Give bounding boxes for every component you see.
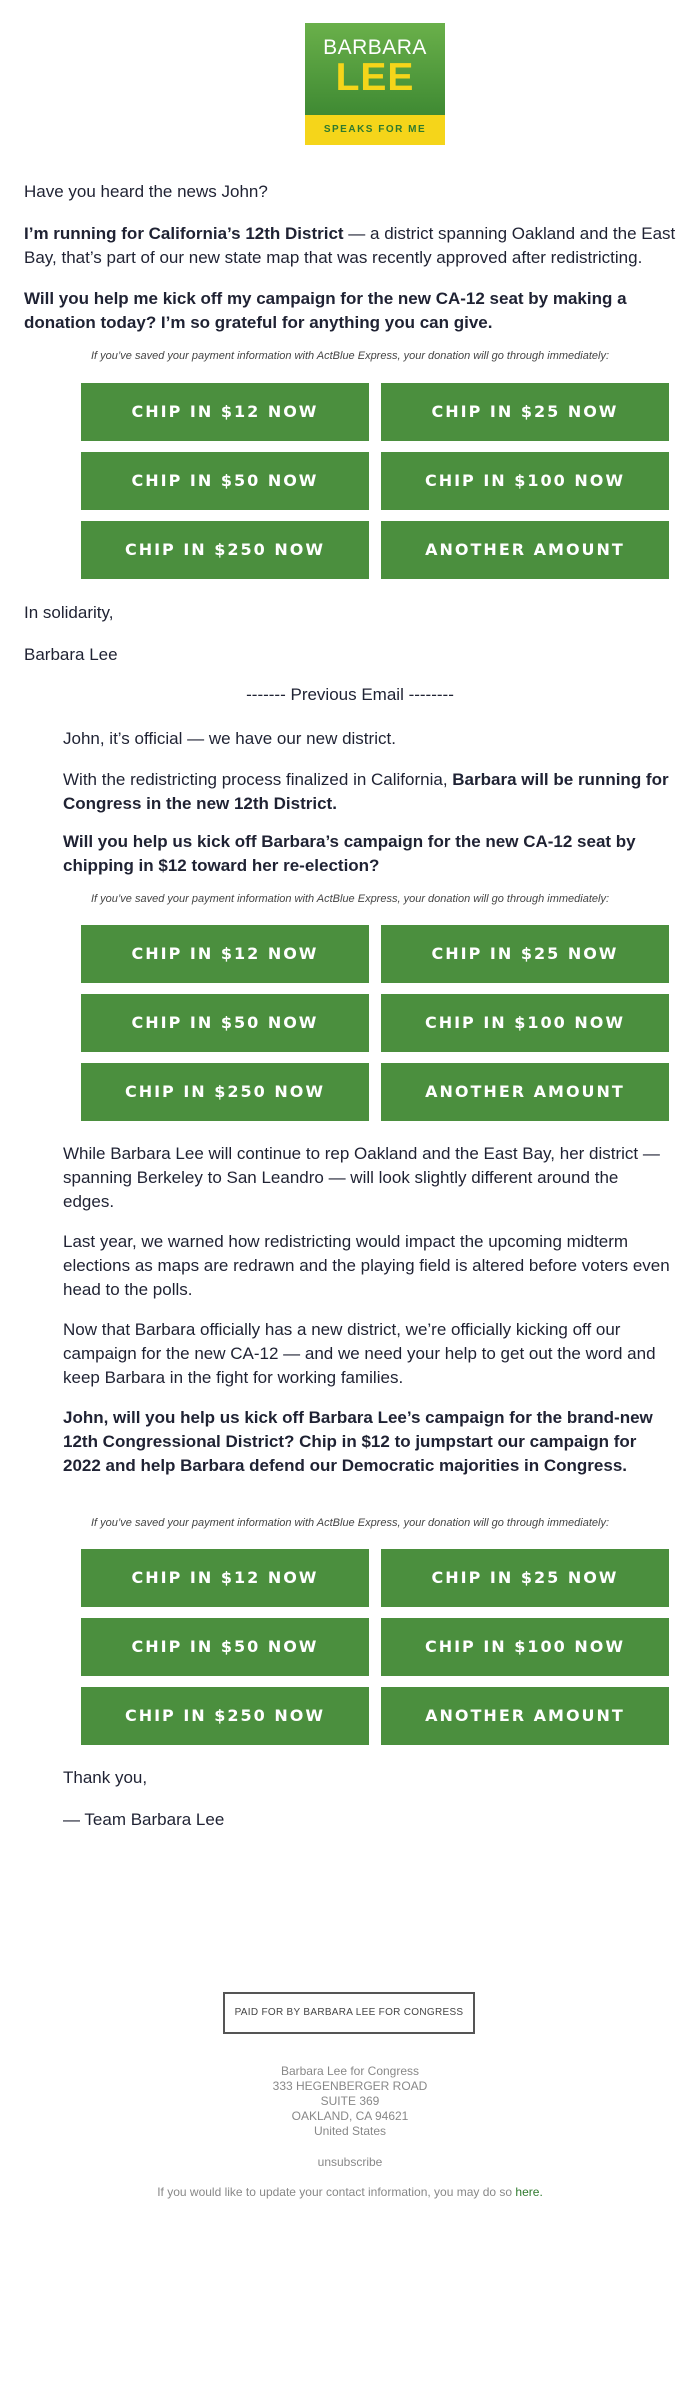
signoff-name: Barbara Lee [24,645,118,664]
prev-paragraph-2 [63,768,673,816]
intro-district-rest: — a district spanning Oakland and the East Bay, that’s part of our new state map that was recently approved after redistricting. [24,224,676,267]
footer-org: Barbara Lee for Congress [280,2064,420,2078]
logo-name-block [305,23,445,115]
footer-country: United States [313,2124,387,2138]
chip-in-12-button[interactable]: CHIP IN $12 NOW [81,925,369,983]
update-contact-line [0,2185,700,2200]
previous-email-separator: ------- Previous Email -------- [246,685,454,704]
chip-in-250-button[interactable]: CHIP IN $250 NOW [81,1063,369,1121]
chip-in-50-button[interactable]: CHIP IN $50 NOW [81,994,369,1052]
prev-paragraph-7: John, will you help us kick off Barbara Lee’s campaign for the brand-new 12th Congressional District? Chip in $12 to jumpstart our campaign for 2022 and help Barbara defend our Democratic majorities in Congress. [63,1408,653,1475]
prev-p2-plain: With the redistricting process finalized in California, [63,770,453,789]
actblue-notice: If you’ve saved your payment information with ActBlue Express, your donation will go through immediately: [90,350,610,362]
chip-in-50-button[interactable]: CHIP IN $50 NOW [81,452,369,510]
campaign-logo [305,23,445,145]
another-amount-button[interactable]: ANOTHER AMOUNT [381,1063,669,1121]
prev-paragraph-6: Now that Barbara officially has a new district, we’re officially kicking off our campaign for the new CA-12 — and we need your help to get out the word and keep Barbara in the fight for working families. [63,1320,656,1387]
footer-city: OAKLAND, CA 94621 [291,2109,409,2123]
chip-in-25-button[interactable]: CHIP IN $25 NOW [381,925,669,983]
prev-ask: Will you help us kick off Barbara’s campaign for the new CA-12 seat by chipping in $12 toward her re-election? [63,832,636,875]
another-amount-button[interactable]: ANOTHER AMOUNT [381,1687,669,1745]
logo-tagline: SPEAKS FOR ME [305,115,445,145]
chip-in-100-button[interactable]: CHIP IN $100 NOW [381,1618,669,1676]
prev-team-signature: — Team Barbara Lee [63,1810,225,1829]
chip-in-25-button[interactable]: CHIP IN $25 NOW [381,1549,669,1607]
footer-suite: SUITE 369 [320,2094,380,2108]
chip-in-250-button[interactable]: CHIP IN $250 NOW [81,521,369,579]
chip-in-25-button[interactable]: CHIP IN $25 NOW [381,383,669,441]
update-contact-text: If you would like to update your contact information, you may do so [157,2185,516,2199]
prev-p2-bold: Barbara will be running for Congress in the new 12th District. [63,770,669,813]
actblue-notice-2: If you’ve saved your payment information with ActBlue Express, your donation will go through immediately: [90,893,610,905]
prev-paragraph-4: While Barbara Lee will continue to rep Oakland and the East Bay, her district — spanning Berkeley to San Leandro — will look slightly different around the edges. [63,1144,660,1211]
signoff-solidarity: In solidarity, [24,603,114,622]
chip-in-100-button[interactable]: CHIP IN $100 NOW [381,994,669,1052]
greeting: Have you heard the news John? [24,182,268,201]
chip-in-12-button[interactable]: CHIP IN $12 NOW [81,1549,369,1607]
logo-first-name: BARBARA [323,36,427,59]
chip-in-250-button[interactable]: CHIP IN $250 NOW [81,1687,369,1745]
logo-last-name: LEE [335,56,415,99]
paid-for-disclaimer: PAID FOR BY BARBARA LEE FOR CONGRESS [223,1992,475,2034]
unsubscribe-link[interactable]: unsubscribe [317,2155,383,2169]
chip-in-50-button[interactable]: CHIP IN $50 NOW [81,1618,369,1676]
another-amount-button[interactable]: ANOTHER AMOUNT [381,521,669,579]
actblue-notice-3: If you’ve saved your payment information with ActBlue Express, your donation will go through immediately: [90,1517,610,1529]
update-contact-link[interactable]: here. [515,2185,543,2199]
prev-paragraph-5: Last year, we warned how redistricting would impact the upcoming midterm elections as maps are redrawn and the playing field is altered before voters even head to the polls. [63,1232,670,1299]
prev-paragraph-1: John, it’s official — we have our new district. [63,729,396,748]
intro-district-bold: I’m running for California’s 12th District [24,224,344,243]
intro-ask: Will you help me kick off my campaign for the new CA-12 seat by making a donation today? I’m so grateful for anything you can give. [24,289,627,332]
intro-paragraph-1 [24,222,700,270]
chip-in-100-button[interactable]: CHIP IN $100 NOW [381,452,669,510]
footer-street: 333 HEGENBERGER ROAD [272,2079,428,2093]
chip-in-12-button[interactable]: CHIP IN $12 NOW [81,383,369,441]
prev-thanks: Thank you, [63,1768,148,1787]
